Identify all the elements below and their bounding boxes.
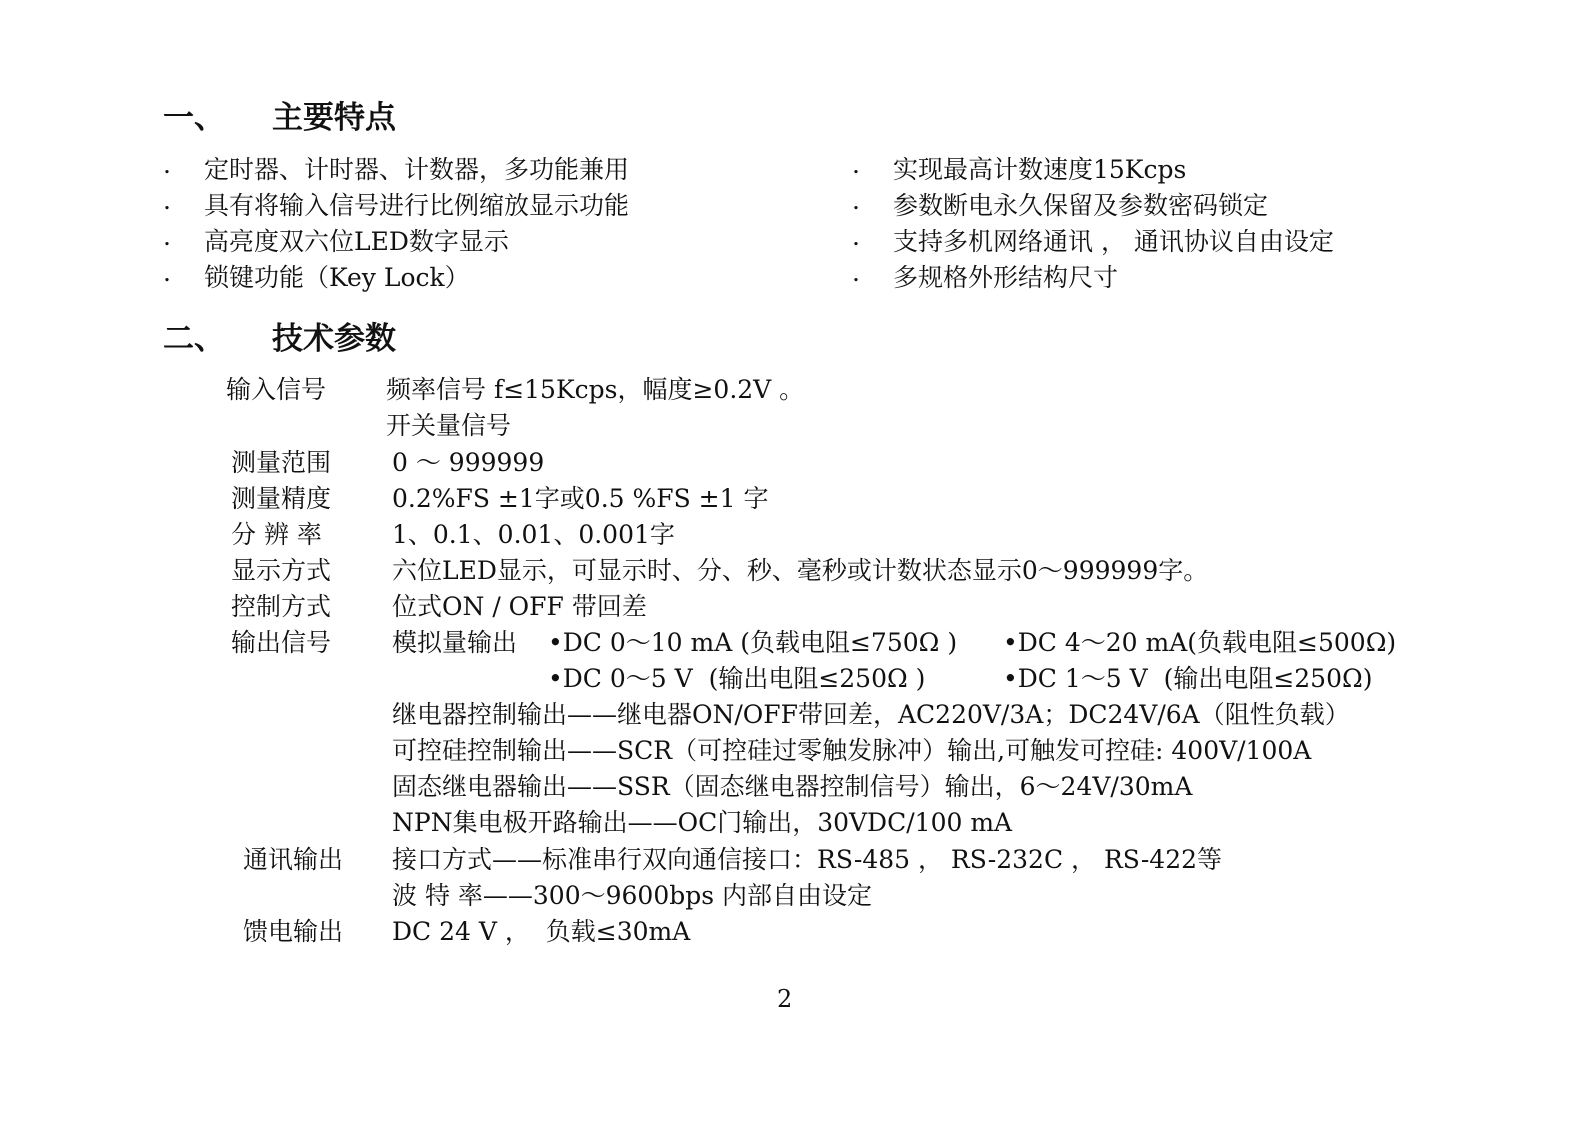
analog-output-item: •DC 4～20 mA(负载电阻≤500Ω)	[1003, 628, 1397, 657]
analog-output-item: •DC 0～5 V (输出电阻≤250Ω )	[548, 664, 926, 693]
feature-item: 参数断电永久保留及参数密码锁定	[893, 191, 1269, 220]
bullet: .	[163, 186, 171, 215]
spec-label-display: 显示方式	[231, 556, 332, 585]
spec-label-output: 输出信号	[231, 628, 332, 657]
npn-output: NPN集电极开路输出——OC门输出，30VDC/100 mA	[392, 808, 1013, 837]
page-number: 2	[777, 985, 793, 1013]
analog-output-item: •DC 1～5 V (输出电阻≤250Ω)	[1003, 664, 1373, 693]
bullet: .	[852, 258, 860, 287]
feature-item: 支持多机网络通讯 ， 通讯协议自由设定	[893, 227, 1334, 256]
bullet: .	[163, 150, 171, 179]
scr-output: 可控硅控制输出——SCR（可控硅过零触发脉冲）输出,可触发可控硅: 400V/100A	[392, 736, 1312, 765]
spec-value-input-2: 开关量信号	[386, 411, 512, 440]
spec-value-control: 位式ON / OFF 带回差	[392, 592, 647, 621]
feature-item: 定时器、计时器、计数器，多功能兼用	[204, 155, 630, 184]
section1-title: 主要特点	[272, 100, 396, 136]
relay-output: 继电器控制输出——继电器ON/OFF带回差，AC220V/3A；DC24V/6A（阻性负载）	[392, 700, 1350, 729]
spec-label-range: 测量范围	[231, 448, 332, 477]
spec-value-accuracy: 0.2%FS ±1字或0.5 %FS ±1 字	[392, 484, 769, 513]
spec-label-comm: 通讯输出	[243, 845, 344, 874]
spec-value-input: 频率信号 f≤15Kcps，幅度≥0.2V 。	[386, 375, 805, 404]
feature-item: 多规格外形结构尺寸	[893, 263, 1119, 292]
analog-output-item: •DC 0～10 mA (负载电阻≤750Ω )	[548, 628, 958, 657]
spec-value-range: 0 ～ 999999	[392, 448, 545, 477]
bullet: .	[163, 258, 171, 287]
section1-number: 一、	[163, 100, 225, 136]
bullet: .	[852, 186, 860, 215]
bullet: .	[852, 150, 860, 179]
ssr-output: 固态继电器输出——SSR（固态继电器控制信号）输出，6～24V/30mA	[392, 772, 1193, 801]
analog-output-label: 模拟量输出	[392, 628, 518, 657]
section2-title: 技术参数	[272, 321, 396, 357]
spec-label-feed: 馈电输出	[243, 917, 344, 946]
spec-value-resolution: 1、0.1、0.01、0.001字	[392, 520, 675, 549]
spec-value-display: 六位LED显示，可显示时、分、秒、毫秒或计数状态显示0～999999字。	[392, 556, 1209, 585]
spec-value-feed: DC 24 V ， 负载≤30mA	[392, 917, 691, 946]
spec-label-control: 控制方式	[231, 592, 332, 621]
feature-item: 锁键功能（Key Lock）	[204, 263, 470, 292]
bullet: .	[163, 222, 171, 251]
comm-baud: 波 特 率——300～9600bps 内部自由设定	[392, 881, 873, 910]
spec-label-accuracy: 测量精度	[231, 484, 332, 513]
feature-item: 具有将输入信号进行比例缩放显示功能	[204, 191, 630, 220]
feature-item: 高亮度双六位LED数字显示	[204, 227, 509, 256]
section2-number: 二、	[163, 321, 225, 357]
spec-label-resolution: 分 辨 率	[231, 520, 322, 549]
feature-item: 实现最高计数速度15Kcps	[893, 155, 1187, 184]
bullet: .	[852, 222, 860, 251]
comm-interface: 接口方式——标准串行双向通信接口：RS-485 ， RS-232C ， RS-422等	[392, 845, 1223, 874]
spec-label-input: 输入信号	[226, 375, 327, 404]
